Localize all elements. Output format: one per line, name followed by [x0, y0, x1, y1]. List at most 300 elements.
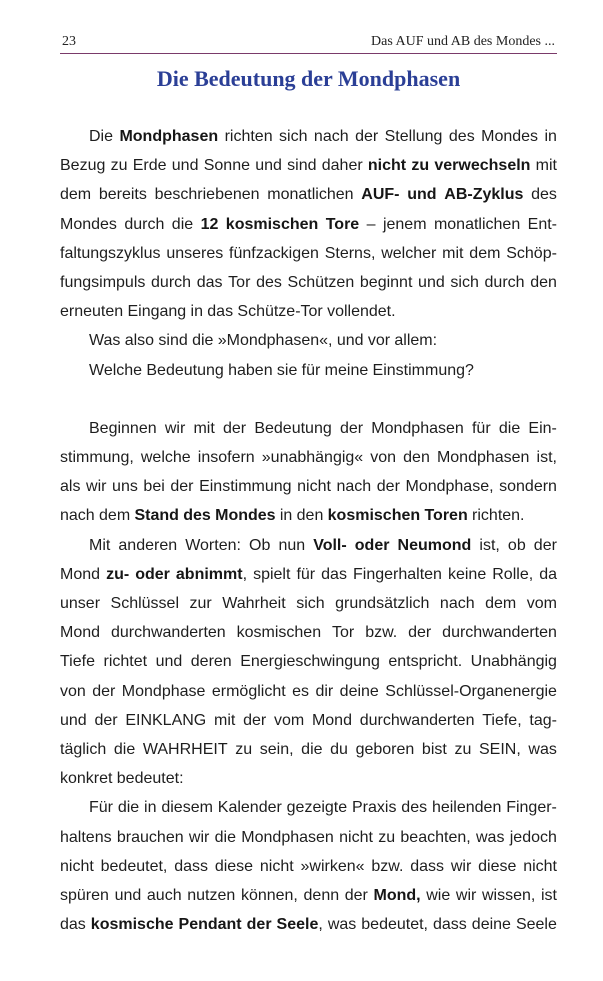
word-text: Tor	[228, 273, 251, 291]
word	[292, 677, 309, 706]
word-text: zu	[110, 157, 128, 175]
word	[360, 706, 475, 735]
word-text: richten.	[472, 507, 525, 525]
word-text: Kalender	[217, 799, 282, 817]
punctuation: ,	[318, 916, 323, 934]
word-text: kosmischen	[225, 215, 319, 233]
word	[482, 706, 521, 735]
word	[89, 414, 157, 443]
word-text: Mond	[60, 565, 101, 583]
word-text: du	[330, 740, 348, 758]
word	[401, 793, 427, 822]
word	[193, 414, 214, 443]
paragraph-gap	[60, 385, 557, 414]
word-text: bedeutet,	[100, 857, 168, 875]
word-text: Mondphasen	[241, 828, 334, 846]
word	[223, 414, 246, 443]
word-text: sind	[287, 157, 317, 175]
word	[60, 210, 117, 239]
word	[198, 443, 255, 472]
text-line	[60, 560, 557, 589]
word-text: die	[301, 740, 323, 758]
punctuation: ,	[242, 565, 248, 583]
word-text: nach	[60, 507, 95, 525]
word-text: Mondphase	[121, 682, 206, 700]
word	[288, 268, 355, 297]
word-text: der	[92, 682, 116, 700]
word-text: 12	[200, 215, 219, 233]
word-text: spielt	[253, 565, 291, 583]
word-text: »Mondphasen«,	[217, 332, 333, 350]
word	[378, 823, 395, 852]
word	[99, 501, 130, 530]
word-text: EINKLANG	[125, 711, 207, 729]
word-text: und	[336, 332, 364, 350]
word-text: deren	[190, 653, 232, 671]
word-text: sondern	[499, 478, 557, 496]
text-line	[60, 180, 557, 209]
word	[440, 589, 475, 618]
word-text: bist	[421, 740, 447, 758]
word	[314, 122, 349, 151]
word-text: Welche	[89, 361, 143, 379]
word	[356, 735, 415, 764]
word	[337, 326, 364, 355]
word	[60, 180, 91, 209]
word	[174, 852, 208, 881]
word	[383, 210, 427, 239]
word	[89, 531, 110, 560]
word-text: kosmische	[90, 916, 174, 934]
word	[325, 239, 376, 268]
word-text: entspricht.	[388, 653, 463, 671]
word	[156, 647, 183, 676]
word	[185, 531, 241, 560]
word-text: allem:	[394, 332, 438, 350]
word-text: uns	[112, 478, 138, 496]
word-text: fünfzackigen	[229, 244, 319, 262]
bold-word	[444, 180, 523, 209]
text-line	[60, 881, 557, 910]
word-text: das	[321, 565, 347, 583]
word-text: Wahrheit	[222, 595, 286, 612]
word	[476, 823, 504, 852]
word	[479, 735, 521, 764]
text-line	[60, 210, 557, 239]
word	[225, 122, 273, 151]
word-text: unser	[60, 595, 101, 612]
word	[315, 677, 333, 706]
word-text: nicht	[297, 478, 331, 496]
word	[60, 852, 94, 881]
word	[531, 180, 557, 209]
word-text: »unabhängig«	[261, 449, 364, 467]
word	[485, 589, 516, 618]
word	[418, 268, 445, 297]
word	[172, 210, 193, 239]
word	[280, 501, 292, 530]
word-text: oder	[135, 565, 170, 583]
word-text: durch	[151, 273, 192, 291]
word-text: in	[144, 799, 157, 817]
word	[442, 618, 557, 647]
word	[60, 881, 109, 910]
word	[394, 326, 437, 355]
word-text: Tiefe	[60, 653, 95, 671]
word-text: faltungszyklus	[60, 244, 161, 262]
word-text: der	[246, 916, 272, 934]
word	[541, 881, 557, 910]
bold-word	[176, 560, 247, 589]
word-text: Stand	[134, 507, 179, 525]
word	[528, 414, 556, 443]
word-text: Ob	[249, 536, 271, 554]
word	[325, 356, 369, 385]
word	[479, 531, 499, 560]
word	[388, 647, 462, 676]
word-text: Die	[89, 128, 114, 145]
word-text: den	[403, 449, 430, 467]
word-text: richtet	[103, 653, 148, 671]
word	[335, 589, 429, 618]
word-text: und	[255, 157, 282, 175]
word-text: in	[279, 507, 293, 525]
word-text: welche	[140, 449, 191, 467]
word-text: Rolle,	[492, 565, 534, 583]
word-text: geboren	[355, 740, 415, 758]
word	[147, 881, 182, 910]
text-line	[60, 647, 557, 676]
word-text: brauchen	[116, 828, 184, 846]
word-text: auch	[146, 886, 182, 904]
word-text: täglich	[60, 740, 107, 758]
text-line	[60, 297, 557, 326]
word	[255, 151, 282, 180]
word	[403, 443, 430, 472]
word-text: deine	[471, 916, 511, 934]
word-text: Tor	[332, 624, 355, 642]
word	[371, 852, 403, 881]
word	[381, 239, 436, 268]
word-text: und	[155, 653, 183, 671]
word	[370, 443, 396, 472]
word	[60, 910, 86, 939]
word-text: sich	[279, 128, 308, 145]
word-text: von	[370, 449, 397, 467]
word	[215, 823, 236, 852]
page-number: 23	[62, 34, 76, 49]
word-text: dem	[485, 595, 517, 612]
word	[301, 735, 322, 764]
word	[528, 735, 556, 764]
word	[377, 472, 400, 501]
word-text: und	[60, 711, 87, 729]
word	[472, 501, 524, 530]
word	[191, 297, 203, 326]
word	[158, 326, 187, 355]
word	[197, 268, 223, 297]
word	[143, 735, 228, 764]
text-line	[60, 589, 557, 618]
text-line	[60, 268, 557, 297]
word-text: dass	[174, 857, 208, 875]
word	[161, 793, 213, 822]
word	[304, 881, 340, 910]
word-text: zu	[454, 740, 472, 758]
word-text: dem	[469, 244, 501, 262]
bold-word	[411, 151, 429, 180]
word-text: »wirken«	[300, 857, 365, 875]
word	[277, 356, 297, 385]
word	[214, 706, 235, 735]
word-text: ist,	[536, 449, 557, 467]
word-text: dass	[410, 857, 445, 875]
word-text: anderen	[118, 536, 178, 554]
word-text: Seele	[515, 916, 557, 934]
word-text: Stellung	[384, 128, 443, 145]
word-text: Schützen	[287, 273, 355, 291]
word-text: bei	[143, 478, 165, 496]
word	[437, 443, 530, 472]
text-line	[60, 618, 557, 647]
word-text: wir	[86, 478, 107, 496]
word-text: konkret	[60, 770, 113, 788]
word	[340, 414, 363, 443]
word-text: für	[296, 565, 316, 583]
word	[260, 735, 294, 764]
word	[122, 677, 206, 706]
word	[352, 793, 396, 822]
word-text: nicht	[259, 857, 294, 875]
word	[151, 268, 191, 297]
word-text: Voll-	[313, 536, 347, 554]
word	[426, 881, 450, 910]
word	[111, 151, 128, 180]
word	[360, 268, 413, 297]
word-text: beginnt	[359, 273, 413, 291]
word	[127, 297, 186, 326]
word-text: die	[113, 740, 136, 758]
word-text: dass	[433, 916, 467, 934]
word-text: jedoch	[509, 828, 557, 846]
word	[330, 735, 348, 764]
word-text: Für	[89, 799, 113, 817]
word-text: Schlüssel-Organenergie	[385, 682, 557, 700]
word-text: Tiefe,	[482, 711, 522, 729]
word	[101, 852, 168, 881]
word-text: mit	[193, 419, 215, 437]
word-text: der	[339, 419, 364, 437]
word	[60, 618, 100, 647]
bold-word	[277, 910, 323, 939]
word-text: ob	[507, 536, 526, 554]
word-text: Energieschwingung	[240, 653, 380, 671]
word	[114, 735, 135, 764]
word	[125, 326, 154, 355]
word	[321, 560, 347, 589]
word-text: diese	[214, 857, 254, 875]
word-text: keine	[447, 565, 487, 583]
word	[212, 677, 286, 706]
word	[400, 823, 470, 852]
word-text: heilenden	[431, 799, 502, 817]
chapter-title: Die Bedeutung der Mondphasen	[156, 66, 461, 91]
word-text: gezeigte	[286, 799, 348, 817]
word-text: WAHRHEIT	[142, 740, 228, 758]
word-text: nicht	[523, 857, 557, 875]
word	[528, 210, 557, 239]
word-text: bedeutet,	[361, 916, 428, 934]
word	[274, 706, 304, 735]
bold-word	[407, 180, 436, 209]
word-text: Mondphasen	[119, 128, 219, 145]
word	[302, 356, 321, 385]
word	[60, 268, 145, 297]
word	[89, 326, 120, 355]
word	[60, 501, 95, 530]
word-text: Mondes	[481, 128, 539, 145]
word	[297, 472, 331, 501]
word	[112, 472, 138, 501]
word-text: Toren	[424, 507, 468, 525]
word-text: die	[117, 799, 140, 817]
word	[385, 677, 557, 706]
word-text: der	[533, 536, 557, 554]
word-text: des	[401, 799, 428, 817]
word	[408, 618, 431, 647]
word-text: und	[418, 273, 445, 291]
word	[204, 151, 250, 180]
word	[111, 618, 226, 647]
word-text: monatlichen	[267, 186, 354, 204]
word-text: durchwanderten	[442, 624, 557, 642]
word	[481, 122, 538, 151]
word	[89, 793, 113, 822]
word-text: und	[171, 157, 199, 175]
word	[111, 589, 179, 618]
word-text: –	[366, 215, 376, 233]
text-line	[60, 852, 557, 881]
word-text: den	[530, 273, 557, 291]
word-text: nicht	[60, 857, 94, 875]
word	[482, 881, 535, 910]
word-text: für	[301, 361, 321, 379]
word-text: nach	[439, 595, 475, 612]
word	[432, 793, 501, 822]
word-text: des	[183, 507, 211, 525]
bold-word	[183, 501, 211, 530]
word	[537, 443, 557, 472]
word-text: wir	[164, 419, 186, 437]
word	[510, 823, 557, 852]
word-text: Schütze-Tor	[237, 303, 323, 321]
word-text: Ent-	[527, 215, 557, 233]
text-line	[60, 472, 557, 501]
word	[89, 356, 142, 385]
word-text: wissen,	[481, 886, 536, 904]
word-text: die	[498, 419, 521, 437]
text-line	[60, 910, 557, 939]
word	[485, 268, 525, 297]
word-text: der	[376, 478, 400, 496]
word	[60, 823, 112, 852]
word-text: die	[214, 828, 236, 846]
word-text: des	[448, 128, 475, 145]
word-text: es	[292, 682, 310, 700]
word-text: nun	[278, 536, 306, 554]
word	[328, 910, 356, 939]
word-text: diesem	[161, 799, 213, 817]
word-text: dir	[315, 682, 334, 700]
text-line	[60, 356, 557, 385]
word	[506, 239, 557, 268]
word	[118, 793, 139, 822]
running-title: Das AUF und AB des Mondes ...	[371, 34, 555, 49]
word-text: Mondes	[215, 507, 276, 525]
word-text: Mond	[60, 624, 101, 642]
bold-word	[374, 881, 421, 910]
text-line	[60, 443, 557, 472]
word	[296, 560, 315, 589]
word-text: Einstimmung?	[372, 361, 474, 379]
word-text: AUF-	[361, 186, 400, 204]
word	[471, 647, 557, 676]
word-text: Tore	[325, 215, 360, 233]
word	[361, 910, 428, 939]
word	[373, 356, 474, 385]
text-line	[60, 122, 557, 151]
word-text: wie	[426, 886, 451, 904]
word-text: kosmischen	[327, 507, 421, 525]
word-text: dem	[60, 186, 92, 204]
word-text: AB-Zyklus	[444, 186, 524, 204]
word	[433, 910, 467, 939]
word	[143, 472, 164, 501]
word-text: dem	[99, 507, 131, 525]
word-text: verwechseln	[434, 157, 531, 175]
word-text: die	[171, 215, 194, 233]
word	[516, 910, 557, 939]
word-text: Mit	[89, 536, 111, 554]
word	[218, 326, 333, 355]
word-text: durchwanderten	[110, 624, 226, 642]
bold-word	[134, 501, 178, 530]
bold-word	[355, 531, 390, 560]
word-text: spüren	[60, 886, 109, 904]
word	[296, 589, 324, 618]
word-text: das	[196, 273, 223, 291]
page-header	[60, 33, 557, 54]
word	[60, 706, 87, 735]
bold-word	[226, 210, 318, 239]
word	[499, 414, 520, 443]
word-text: der	[408, 624, 432, 642]
word-text: Pendant	[178, 916, 242, 934]
word	[60, 735, 106, 764]
word-text: der	[243, 711, 267, 729]
word	[506, 793, 557, 822]
word-text: welcher	[381, 244, 437, 262]
word-text: Einstimmung	[199, 478, 292, 496]
word-text: Schlüssel	[110, 595, 180, 612]
word-text: bereits	[98, 186, 147, 204]
word-text: Mondphasen	[436, 449, 530, 467]
word-text: bzw.	[371, 857, 404, 875]
bold-word	[135, 560, 170, 589]
word	[454, 735, 471, 764]
text-line	[60, 531, 557, 560]
word	[235, 735, 252, 764]
